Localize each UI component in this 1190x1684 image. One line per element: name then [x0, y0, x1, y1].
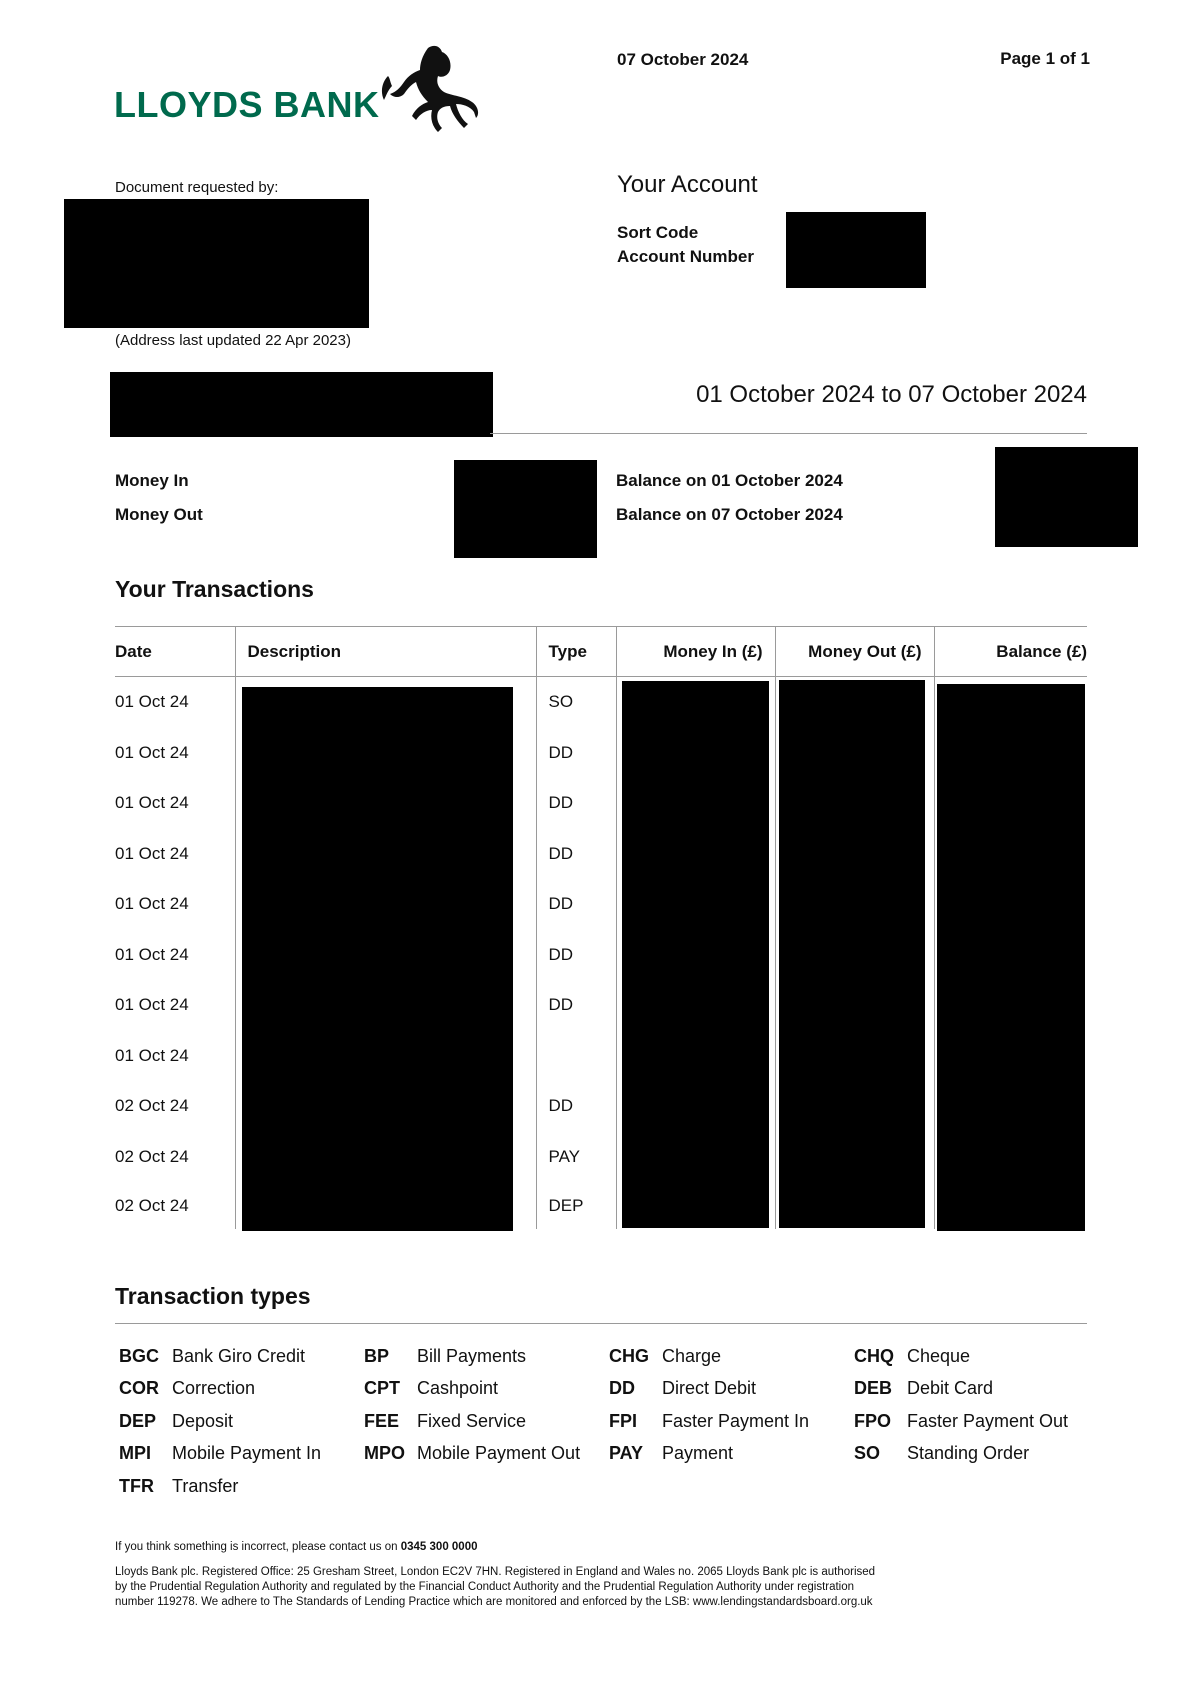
type-code: MPI — [119, 1443, 152, 1464]
bank-logo-text: LLOYDS BANK — [114, 84, 380, 125]
type-label: Bill Payments — [417, 1345, 527, 1366]
redacted-account-details — [786, 212, 926, 288]
type-code: CHQ — [854, 1345, 894, 1366]
cell-type: PAY — [536, 1132, 616, 1183]
type-label: Cashpoint — [417, 1378, 499, 1399]
type-code: DEB — [854, 1378, 893, 1399]
cell-date: 01 Oct 24 — [115, 894, 189, 914]
type-code: FEE — [364, 1410, 400, 1431]
money-out-label: Money Out — [115, 505, 203, 524]
closing-balance-label: Balance on 07 October 2024 — [616, 505, 843, 524]
redacted-customer-address — [64, 199, 369, 328]
type-label: Faster Payment Out — [907, 1410, 1069, 1431]
type-mpo — [364, 1438, 609, 1471]
type-code: CHG — [609, 1345, 649, 1366]
type-label: Cheque — [907, 1345, 971, 1366]
type-code: MPO — [364, 1443, 406, 1464]
legal-notice: Lloyds Bank plc. Registered Office: 25 Gresham Street, London EC2V 7HN. Registered in England and Wales no. 2065 Lloyds Bank plc is authorised by the Prudential Regulation Authority and regulated by the Financial Conduct Authority and the Prudential Regulation Authority under registration number 119278. We adhere to The Standards of Lending Practice which are monitored and enforced by the LSB: www.lendingstandardsboard.org.uk — [115, 1566, 876, 1608]
cell-type: DD — [536, 980, 616, 1031]
cell-type: DD — [536, 778, 616, 829]
cell-date: 02 Oct 24 — [115, 1195, 189, 1215]
cell-type: DD — [536, 930, 616, 981]
type-mpi — [119, 1438, 364, 1471]
period-divider — [490, 433, 1087, 434]
black-horse-icon — [378, 42, 482, 134]
cell-date: 01 Oct 24 — [115, 944, 189, 964]
type-code: PAY — [609, 1443, 644, 1464]
type-chg — [609, 1340, 854, 1373]
type-label: Transfer — [172, 1475, 239, 1496]
contact-phone: 0345 300 0000 — [400, 1541, 478, 1553]
transactions-heading: Your Transactions — [115, 576, 314, 602]
cell-date: 01 Oct 24 — [115, 742, 189, 762]
type-pay — [609, 1438, 854, 1471]
type-label: Mobile Payment Out — [417, 1443, 581, 1464]
type-dep — [119, 1405, 364, 1438]
cell-date: 01 Oct 24 — [115, 995, 189, 1015]
type-label: Bank Giro Credit — [172, 1345, 306, 1366]
type-code: FPO — [854, 1410, 892, 1431]
type-label: Fixed Service — [417, 1410, 527, 1431]
address-updated-note: (Address last updated 22 Apr 2023) — [115, 332, 351, 349]
cell-date: 02 Oct 24 — [115, 1146, 189, 1166]
type-cor — [119, 1373, 364, 1406]
page-number: Page 1 of 1 — [1000, 49, 1090, 68]
column-header-date: Date — [115, 627, 235, 677]
type-code: BP — [364, 1345, 390, 1366]
cell-date: 01 Oct 24 — [115, 793, 189, 813]
statement-date: 07 October 2024 — [617, 50, 749, 69]
transaction-types-heading: Transaction types — [115, 1283, 311, 1309]
cell-type: DD — [536, 1081, 616, 1132]
account-number-label: Account Number — [617, 247, 754, 266]
type-label: Faster Payment In — [662, 1410, 810, 1431]
column-header-balance: Balance (£) — [934, 627, 1087, 677]
type-label: Correction — [172, 1378, 256, 1399]
cell-date: 01 Oct 24 — [115, 843, 189, 863]
cell-type: DEP — [536, 1182, 616, 1229]
type-code: BGC — [119, 1345, 159, 1366]
type-fpo — [854, 1405, 1091, 1438]
cell-type — [536, 1031, 616, 1082]
column-header-money-in: Money In (£) — [616, 627, 775, 677]
redacted-money-totals — [454, 460, 597, 558]
cell-type: DD — [536, 728, 616, 779]
redacted-balance-values — [937, 684, 1085, 1231]
type-code: SO — [854, 1443, 881, 1464]
column-header-type: Type — [536, 627, 616, 677]
table-header-row — [115, 627, 1087, 677]
type-tfr — [119, 1470, 364, 1503]
column-header-description: Description — [235, 627, 536, 677]
type-label: Standing Order — [907, 1443, 1030, 1464]
sort-code-label: Sort Code — [617, 223, 699, 242]
type-label: Payment — [662, 1443, 734, 1464]
type-chq — [854, 1340, 1091, 1373]
redacted-balances — [995, 447, 1138, 547]
type-label: Charge — [662, 1345, 722, 1366]
type-label: Debit Card — [907, 1378, 994, 1399]
type-bp — [364, 1340, 609, 1373]
type-label: Direct Debit — [662, 1378, 757, 1399]
opening-balance-label: Balance on 01 October 2024 — [616, 471, 843, 490]
type-label: Mobile Payment In — [172, 1443, 322, 1464]
money-in-label: Money In — [115, 471, 189, 490]
type-label: Deposit — [172, 1410, 234, 1431]
cell-type: DD — [536, 829, 616, 880]
redacted-account-name — [110, 372, 493, 437]
your-account-heading: Your Account — [617, 171, 758, 198]
type-code: DEP — [119, 1410, 157, 1431]
cell-date: 01 Oct 24 — [115, 1045, 189, 1065]
type-code: CPT — [364, 1378, 400, 1399]
document-requested-label: Document requested by: — [115, 179, 279, 196]
transaction-types-list — [119, 1340, 1091, 1503]
type-cpt — [364, 1373, 609, 1406]
type-code: DD — [609, 1378, 635, 1399]
redacted-money-in-values — [622, 681, 769, 1228]
type-deb — [854, 1373, 1091, 1406]
redacted-money-out-values — [779, 680, 925, 1228]
type-dd — [609, 1373, 854, 1406]
cell-type: SO — [536, 677, 616, 728]
type-code: COR — [119, 1378, 159, 1399]
cell-type: DD — [536, 879, 616, 930]
type-code: TFR — [119, 1475, 154, 1496]
contact-line — [115, 1541, 478, 1553]
transaction-types-divider — [115, 1323, 1087, 1324]
type-fee — [364, 1405, 609, 1438]
cell-date: 01 Oct 24 — [115, 692, 189, 712]
type-code: FPI — [609, 1410, 638, 1431]
cell-date: 02 Oct 24 — [115, 1096, 189, 1116]
statement-period: 01 October 2024 to 07 October 2024 — [696, 381, 1087, 408]
type-fpi — [609, 1405, 854, 1438]
redacted-descriptions — [242, 687, 513, 1231]
contact-text: If you think something is incorrect, please contact us on — [115, 1541, 398, 1553]
type-bgc — [119, 1340, 364, 1373]
type-so — [854, 1438, 1091, 1471]
column-header-money-out: Money Out (£) — [775, 627, 934, 677]
